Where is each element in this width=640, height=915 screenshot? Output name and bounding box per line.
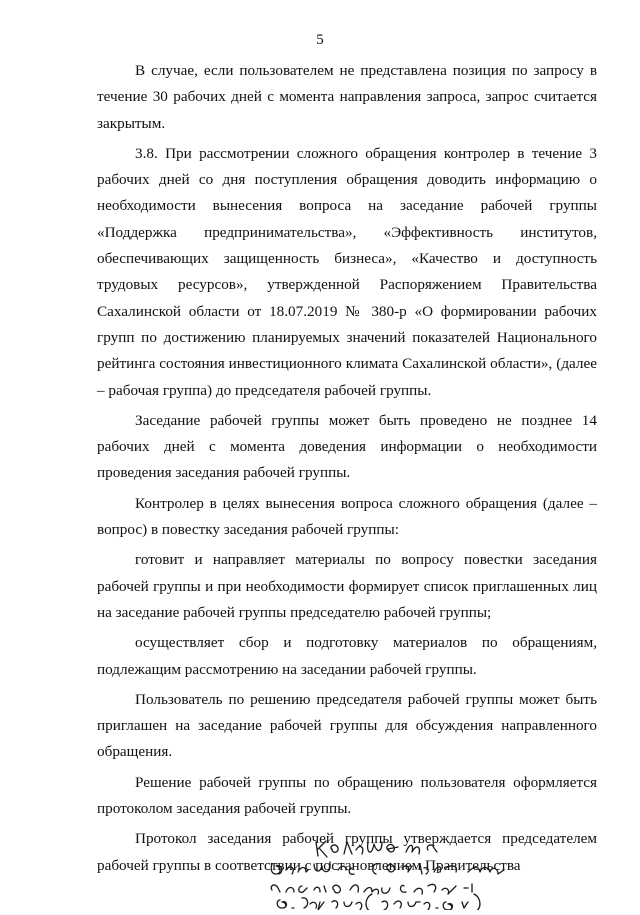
paragraph-collects-materials: осуществляет сбор и подготовку материалов по обращениям, подлежащим рассмотрению на заседании рабочей группы. (97, 634, 597, 678)
paragraph-decision-protocol: Решение рабочей группы по обращению пользователя оформляется протоколом заседания рабочей группы. (97, 773, 597, 818)
document-body (97, 58, 597, 879)
paragraph-meeting-deadline: Заседание рабочей группы может быть проведено не позднее 14 рабочих дней с момента доведения информации о необходимости проведения заседания рабочей группы. (97, 411, 597, 482)
paragraph-prepares-materials: готовит и направляет материалы по вопросу повестки заседания рабочей группы и при необходимости формирует список приглашенных лиц на заседание рабочей группы председателю рабочей группы; (97, 551, 597, 621)
handwriting-scribble (258, 832, 638, 910)
paragraph-position-deadline: В случае, если пользователем не представлена позиция по запросу в течение 30 рабочих дней с момента направления запроса, запрос считается закрытым. (97, 62, 597, 132)
paragraph-3-8-complex-appeal: 3.8. При рассмотрении сложного обращения контролер в течение 3 рабочих дней со дня поступления обращения доводить информацию о необходимости вынесения вопроса на заседание рабочей группы «Поддержка предпринимательства», «Эффективность институтов, обеспечивающих защищенность бизнеса», «Качество и доступность трудовых ресурсов», утвержденной Распоряжением Правительства Сахалинской области от 18.07.2019 № 380-р «О формировании рабочих групп по достижению планируемых значений показателей Национального рейтинга состояния инвестиционного климата Сахалинской области», (далее – рабочая группа) до председателя рабочей группы. (97, 144, 597, 399)
paragraph-user-invited: Пользователь по решению председателя рабочей группы может быть приглашен на заседание рабочей группы для обсуждения направленного обращения. (97, 690, 597, 761)
paragraph-controller-agenda: Контролер в целях вынесения вопроса сложного обращения (далее – вопрос) в повестку заседания рабочей группы: (97, 494, 597, 539)
paragraph-protocol-approval: Протокол заседания рабочей группы утверждается председателем рабочей группы в соответствии с постановлением Правительства (97, 830, 597, 874)
page-number: 5 (316, 32, 324, 48)
handwritten-certification-note (258, 832, 638, 910)
